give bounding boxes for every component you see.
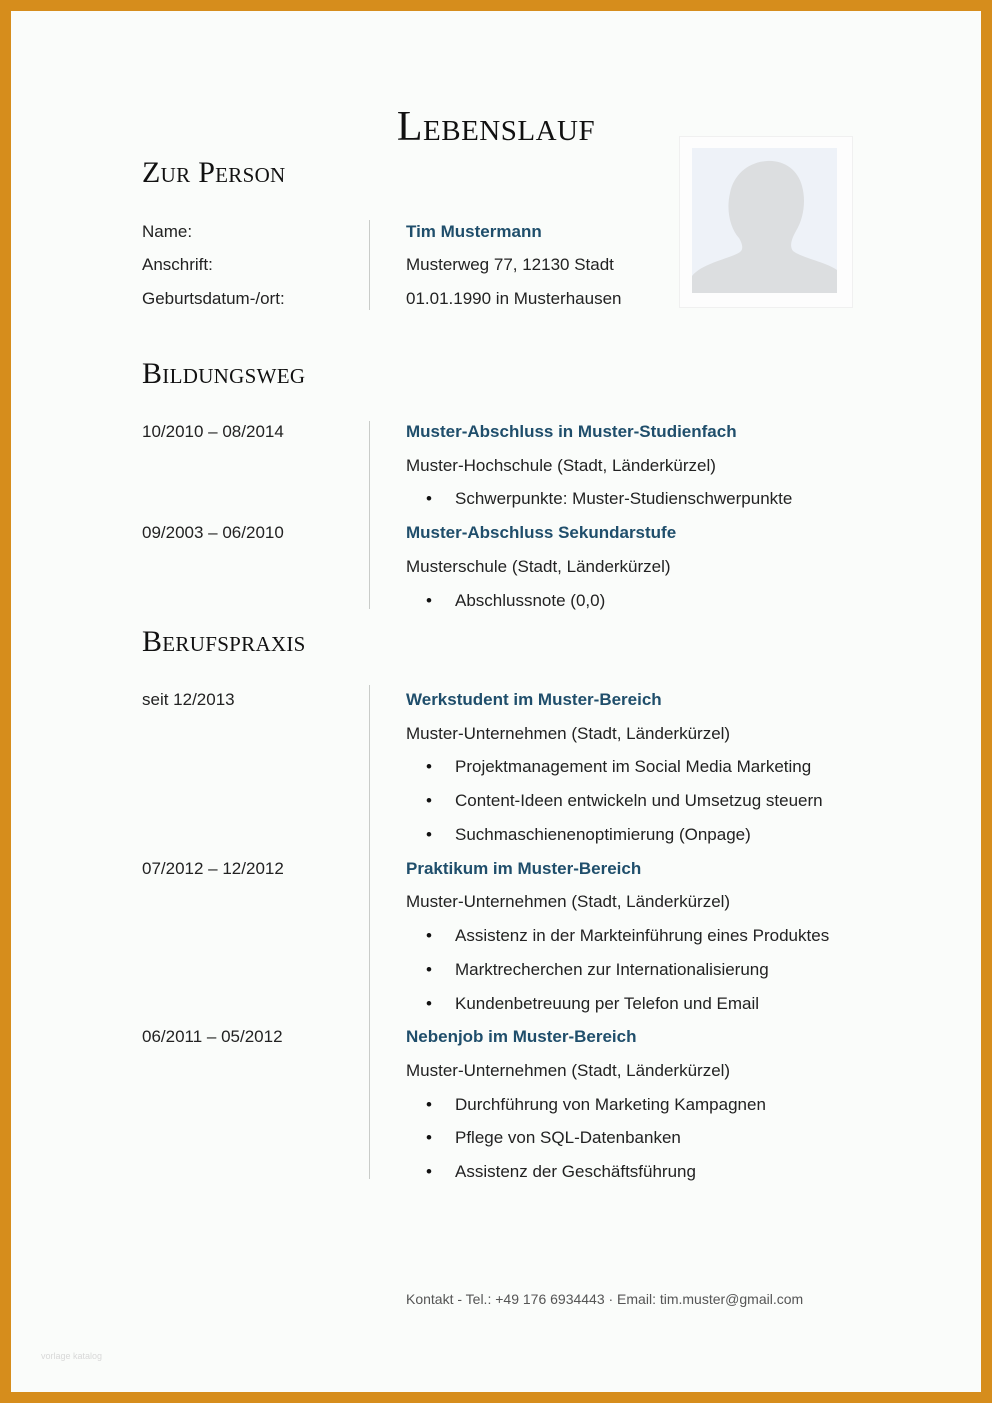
experience-bullet: Durchführung von Marketing Kampagnen xyxy=(455,1095,766,1114)
bullet-icon: • xyxy=(426,591,432,610)
education-title: Muster-Abschluss Sekundarstufe xyxy=(406,523,677,542)
education-bullet: Schwerpunkte: Muster-Studienschwerpunkte xyxy=(455,489,793,508)
divider-line xyxy=(369,220,370,310)
experience-date: 07/2012 – 12/2012 xyxy=(142,859,284,878)
experience-date: 06/2011 – 05/2012 xyxy=(142,1027,283,1046)
experience-title: Praktikum im Muster-Bereich xyxy=(406,859,642,878)
divider-line xyxy=(369,421,370,609)
education-institution: Musterschule (Stadt, Länderkürzel) xyxy=(406,557,671,576)
divider-line xyxy=(369,685,370,1179)
education-institution: Muster-Hochschule (Stadt, Länderkürzel) xyxy=(406,456,716,475)
experience-bullet: Content-Ideen entwickeln und Umsetzug steuern xyxy=(455,791,823,810)
bullet-icon: • xyxy=(426,994,432,1013)
section-heading-person: Zur Person xyxy=(142,156,286,189)
experience-title: Nebenjob im Muster-Bereich xyxy=(406,1027,637,1046)
experience-date: seit 12/2013 xyxy=(142,690,235,709)
bullet-icon: • xyxy=(426,791,432,810)
education-bullet: Abschlussnote (0,0) xyxy=(455,591,606,610)
bullet-icon: • xyxy=(426,825,432,844)
value-address: Musterweg 77, 12130 Stadt xyxy=(406,255,614,274)
section-heading-experience: Berufspraxis xyxy=(142,625,306,658)
label-address: Anschrift: xyxy=(142,255,213,274)
bullet-icon: • xyxy=(426,1128,432,1147)
bullet-icon: • xyxy=(426,757,432,776)
label-birth: Geburtsdatum-/ort: xyxy=(142,289,285,308)
bullet-icon: • xyxy=(426,926,432,945)
experience-bullet: Marktrecherchen zur Internationalisierung xyxy=(455,960,769,979)
bullet-icon: • xyxy=(426,489,432,508)
bullet-icon: • xyxy=(426,1162,432,1181)
experience-title: Werkstudent im Muster-Bereich xyxy=(406,690,662,709)
contact-footer: Kontakt - Tel.: +49 176 6934443 · Email: tim.muster@gmail.com xyxy=(406,1291,804,1307)
watermark: vorlage katalog xyxy=(41,1351,103,1361)
education-date: 09/2003 – 06/2010 xyxy=(142,523,284,542)
experience-company: Muster-Unternehmen (Stadt, Länderkürzel) xyxy=(406,724,731,743)
resume-page xyxy=(11,11,981,1392)
experience-bullet: Pflege von SQL-Datenbanken xyxy=(455,1128,681,1147)
experience-bullet: Suchmaschienenoptimierung (Onpage) xyxy=(455,825,751,844)
experience-company: Muster-Unternehmen (Stadt, Länderkürzel) xyxy=(406,892,731,911)
section-heading-education: Bildungsweg xyxy=(142,357,306,390)
label-name: Name: xyxy=(142,222,193,241)
experience-bullet: Projektmanagement im Social Media Marketing xyxy=(455,757,812,776)
person-silhouette-icon xyxy=(692,148,837,293)
bullet-icon: • xyxy=(426,960,432,979)
experience-bullet: Kundenbetreuung per Telefon und Email xyxy=(455,994,760,1013)
page-title: Lebenslauf xyxy=(396,104,596,150)
profile-photo-placeholder xyxy=(692,148,837,293)
value-name: Tim Mustermann xyxy=(406,222,542,241)
experience-company: Muster-Unternehmen (Stadt, Länderkürzel) xyxy=(406,1061,731,1080)
bullet-icon: • xyxy=(426,1095,432,1114)
experience-bullet: Assistenz in der Markteinführung eines Produktes xyxy=(455,926,830,945)
education-title: Muster-Abschluss in Muster-Studienfach xyxy=(406,422,737,441)
value-birth: 01.01.1990 in Musterhausen xyxy=(406,289,622,308)
experience-bullet: Assistenz der Geschäftsführung xyxy=(455,1162,696,1181)
education-date: 10/2010 – 08/2014 xyxy=(142,422,284,441)
